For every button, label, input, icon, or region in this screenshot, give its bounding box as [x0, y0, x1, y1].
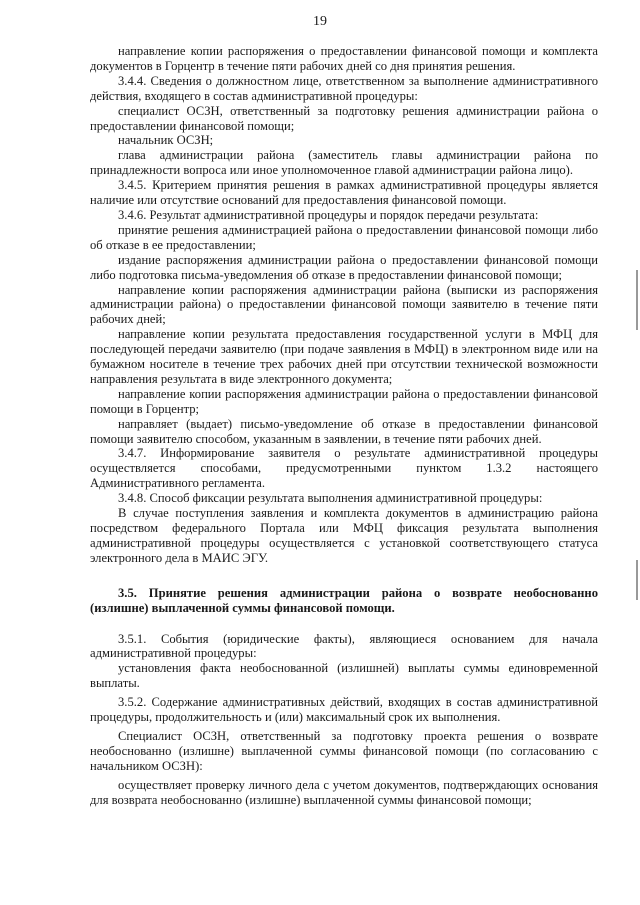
paragraph: осуществляет проверку личного дела с учетом документов, подтверждающих основания для возврата необоснованно (излишне) выплаченной суммы финансовой помощи;	[90, 777, 598, 807]
paragraph: принятие решения администрацией района о предоставлении финансовой помощи либо об отказе в ее предоставлении;	[90, 222, 598, 252]
paragraph: 3.4.5. Критерием принятия решения в рамках административной процедуры является наличие или отсутствие оснований для предоставления финансовой помощи.	[90, 178, 598, 208]
paragraph: направление копии результата предоставления государственной услуги в МФЦ для последующей передачи заявителю (при подаче заявления в МФЦ) в электронном виде или на бумажном носителе в течение трех рабочих дней при отсутствии технической возможности направления результата в виде электронного документа;	[90, 327, 598, 386]
paragraph: 3.4.6. Результат административной процедуры и порядок передачи результата:	[118, 207, 539, 222]
document-body	[90, 44, 598, 808]
scan-edge-mark	[636, 560, 638, 600]
paragraph: направление копии распоряжения о предоставлении финансовой помощи и комплекта документов в Горцентр в течение пяти рабочих дней со дня принятия решения.	[90, 44, 598, 73]
paragraph: В случае поступления заявления и комплекта документов в администрацию района посредством федерального Портала или МФЦ фиксация результата выполнения административной процедуры осуществляется с установкой соответствующего статуса электронного дела в МАИС ЭГУ.	[90, 506, 598, 565]
paragraph: 3.4.8. Способ фиксации результата выполнения административной процедуры:	[118, 491, 543, 506]
paragraph: 3.4.4. Сведения о должностном лице, ответственном за выполнение административного действия, входящего в состав административной процедуры:	[90, 73, 598, 103]
paragraph: издание распоряжения администрации района о предоставлении финансовой помощи либо подготовка письма-уведомления об отказе в предоставлении финансовой помощи;	[90, 252, 598, 282]
paragraph: направление копии распоряжения администрации района (выписки из распоряжения администрации района) о предоставлении финансовой помощи заявителю в течение пяти рабочих дней;	[90, 282, 598, 327]
paragraph: специалист ОСЗН, ответственный за подготовку решения администрации района о предоставлении финансовой помощи;	[90, 103, 598, 133]
paragraph: Специалист ОСЗН, ответственный за подготовку проекта решения о возврате необоснованно (излишне) выплаченной суммы финансовой помощи (по согласованию с начальником ОСЗН):	[90, 728, 598, 773]
paragraph: направление копии распоряжения администрации района о предоставлении финансовой помощи в Горцентр;	[90, 386, 598, 416]
paragraph: направляет (выдает) письмо-уведомление об отказе в предоставлении финансовой помощи заявителю способом, указанным в заявлении, в течение пяти рабочих дней.	[90, 416, 598, 446]
page-number: 19	[313, 14, 327, 29]
paragraph: установления факта необоснованной (излишней) выплаты суммы единовременной выплаты.	[90, 661, 598, 691]
paragraph: 3.5.1. События (юридические факты), являющиеся основанием для начала административной процедуры:	[90, 631, 598, 661]
paragraph: начальник ОСЗН;	[118, 133, 214, 148]
paragraph: глава администрации района (заместитель главы администрации района по принадлежности вопроса или иное уполномоченное главой администрации района лицо).	[90, 148, 598, 178]
section-heading: 3.5. Принятие решения администрации района о возврате необоснованно (излишне) выплаченной суммы финансовой помощи.	[90, 585, 598, 615]
scan-edge-mark	[636, 270, 638, 330]
paragraph: 3.4.7. Информирование заявителя о результате административной процедуры осуществляется способами, предусмотренными пунктом 1.3.2 настоящего Административного регламента.	[90, 446, 598, 491]
paragraph: 3.5.2. Содержание административных действий, входящих в состав административной процедуры, продолжительность и (или) максимальный срок их выполнения.	[90, 695, 598, 725]
